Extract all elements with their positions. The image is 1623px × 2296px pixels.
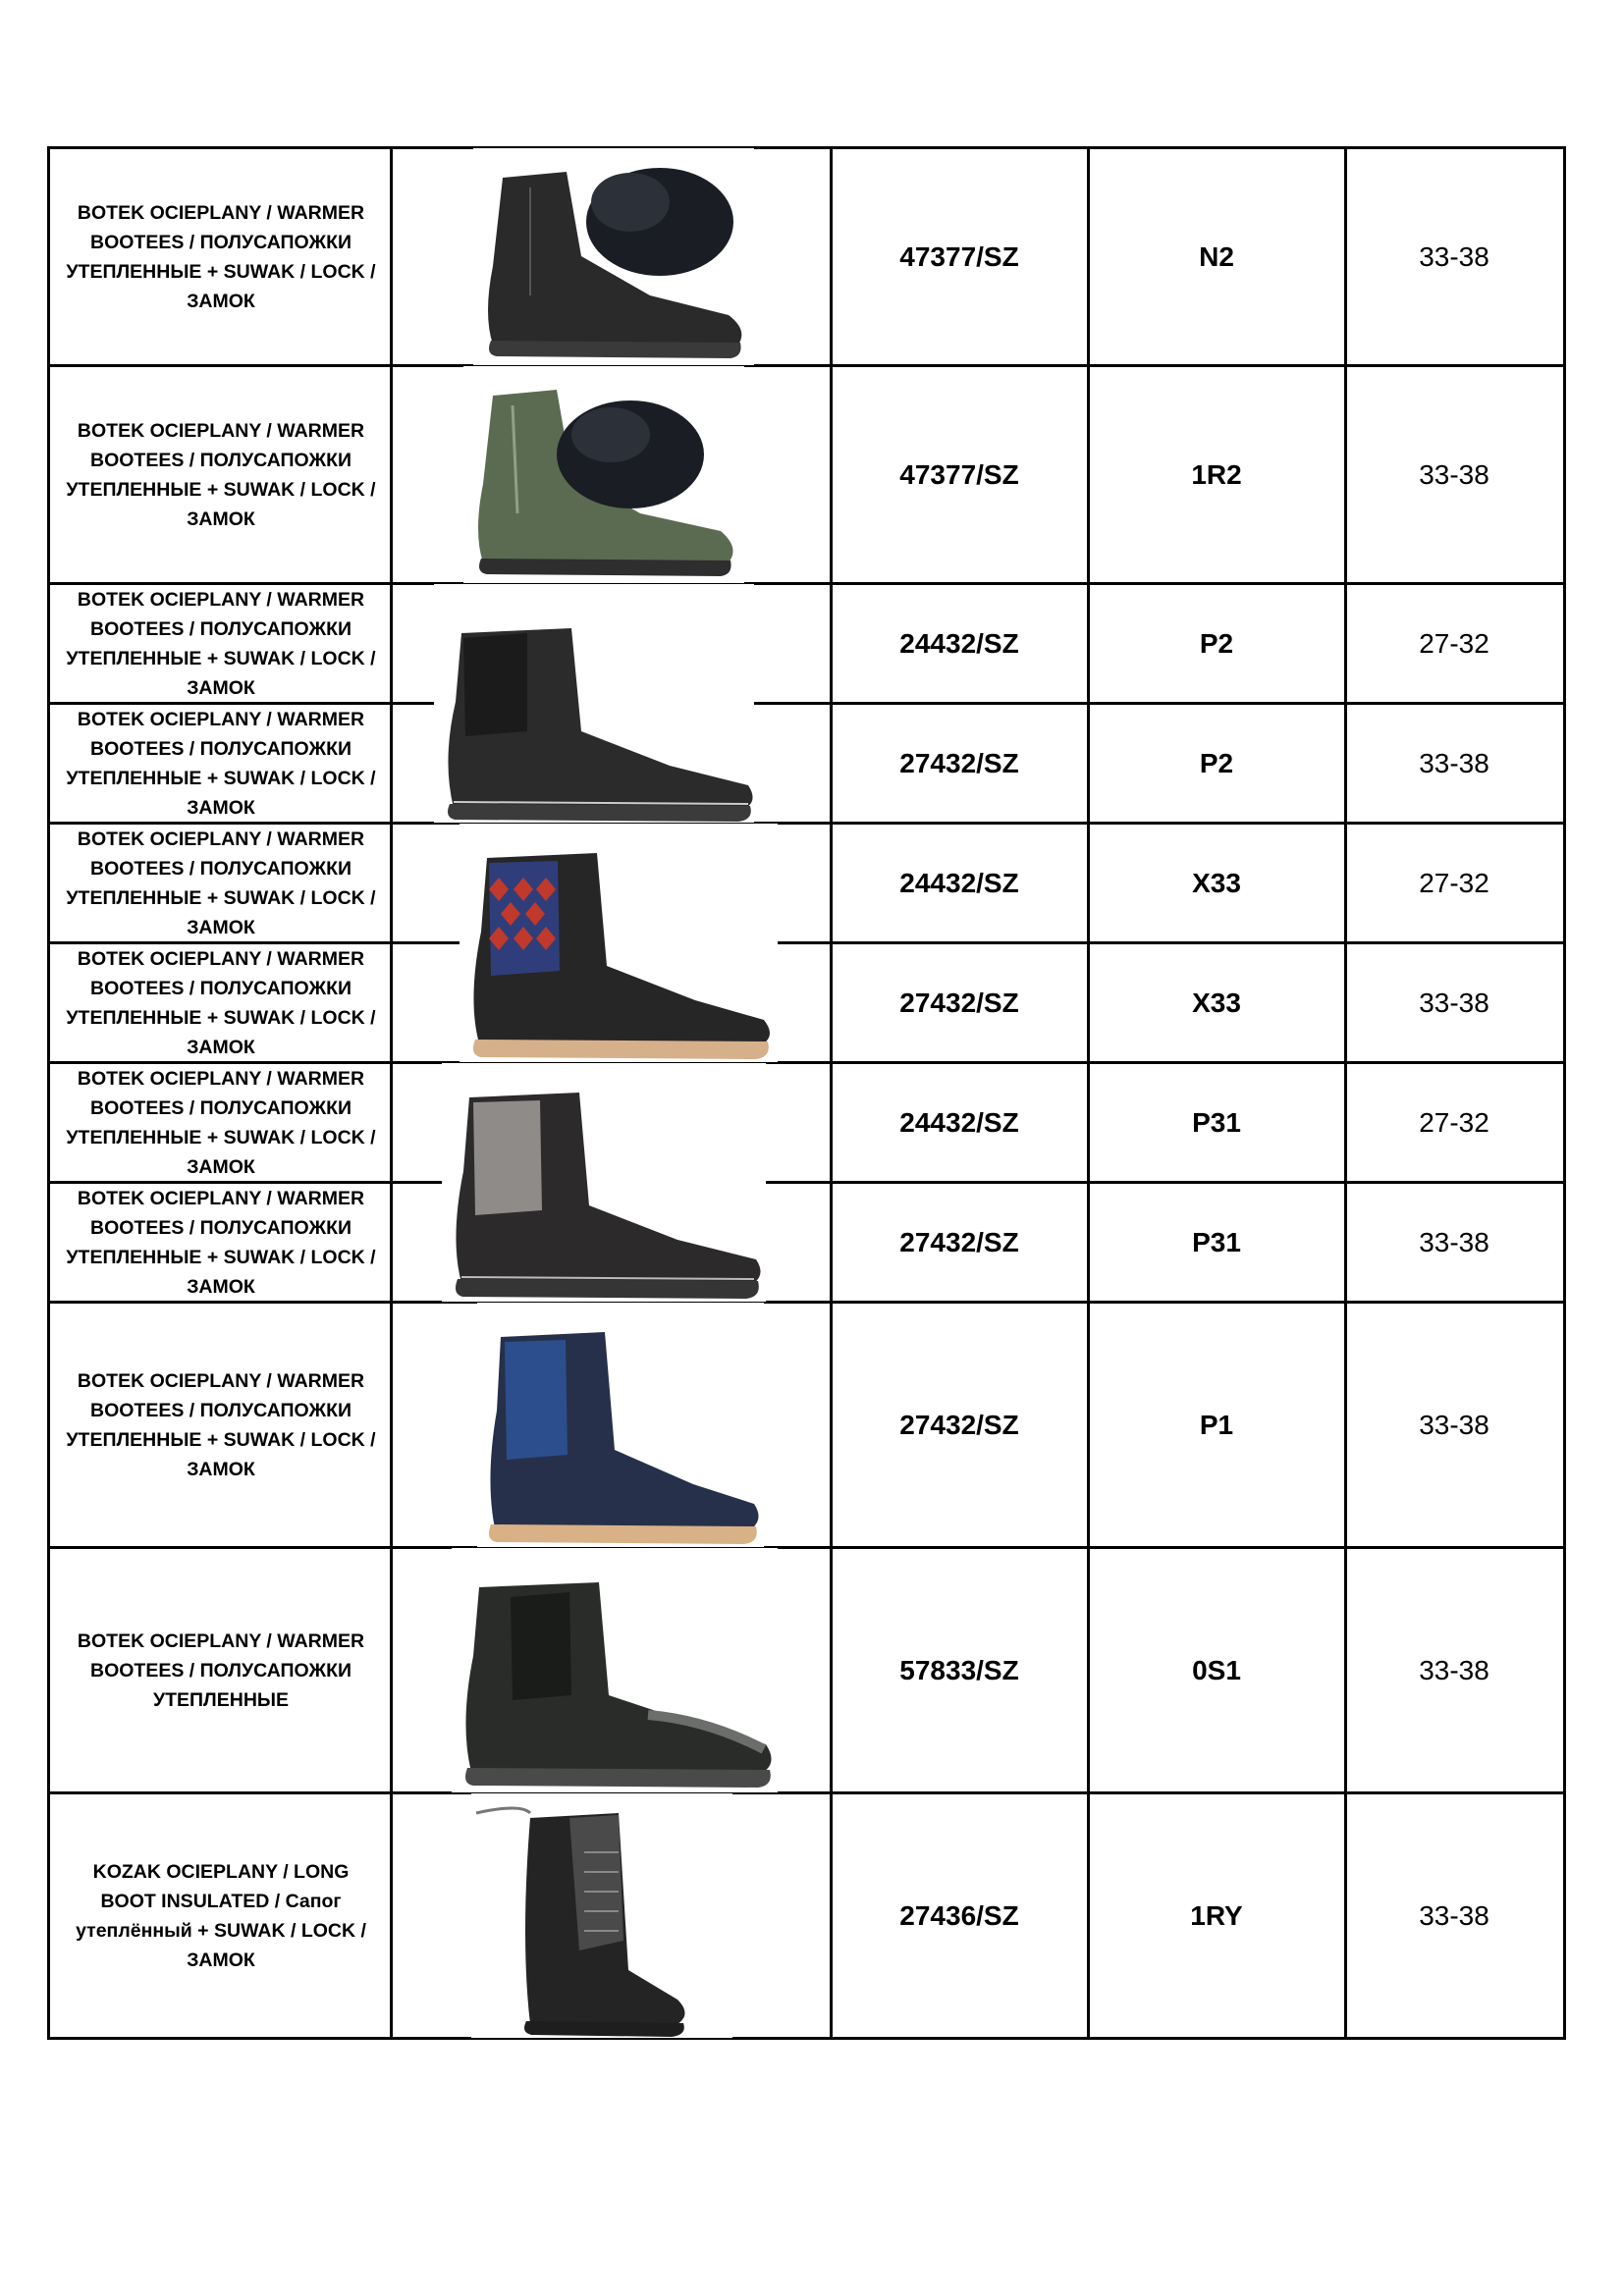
color-code: P2 (1199, 627, 1234, 659)
product-description: BOTEK OCIEPLANY / WARMER BOOTEES / ПОЛУСАПОЖКИ УТЕПЛЕННЫЕ + SUWAK / LOCK / ЗАМОК (66, 1067, 376, 1178)
size-range: 33-38 (1419, 240, 1489, 272)
black-brogue-chelsea-boot-icon (452, 1548, 778, 1792)
product-description: BOTEK OCIEPLANY / WARMER BOOTEES / ПОЛУСАПОЖКИ УТЕПЛЕННЫЕ + SUWAK / LOCK / ЗАМОК (66, 828, 376, 938)
black-chelsea-boot-icon (434, 584, 754, 823)
black-fur-pompom-bootee-icon (473, 148, 754, 365)
product-description: BOTEK OCIEPLANY / WARMER BOOTEES / ПОЛУСАПОЖКИ УТЕПЛЕННЫЕ + SUWAK / LOCK / ЗАМОК (66, 1369, 376, 1480)
product-code: 27436/SZ (899, 1899, 1019, 1931)
product-code: 47377/SZ (899, 458, 1019, 490)
product-description: BOTEK OCIEPLANY / WARMER BOOTEES / ПОЛУСАПОЖКИ УТЕПЛЕННЫЕ + SUWAK / LOCK / ЗАМОК (66, 419, 376, 530)
product-code: 47377/SZ (899, 240, 1019, 272)
color-code: X33 (1192, 867, 1241, 898)
product-description: KOZAK OCIEPLANY / LONG BOOT INSULATED / Сапог утеплённый + SUWAK / LOCK / ЗАМОК (76, 1860, 366, 1971)
product-description: BOTEK OCIEPLANY / WARMER BOOTEES / ПОЛУСАПОЖКИ УТЕПЛЕННЫЕ + SUWAK / LOCK / ЗАМОК (66, 947, 376, 1058)
black-tweed-chelsea-boot-icon (442, 1063, 766, 1302)
product-code: 57833/SZ (899, 1654, 1019, 1685)
size-range: 27-32 (1419, 627, 1489, 659)
product-code: 24432/SZ (899, 1106, 1019, 1138)
product-code: 27432/SZ (899, 1226, 1019, 1257)
size-range: 27-32 (1419, 1106, 1489, 1138)
product-description: BOTEK OCIEPLANY / WARMER BOOTEES / ПОЛУСАПОЖКИ УТЕПЛЕННЫЕ (77, 1629, 365, 1711)
product-description: BOTEK OCIEPLANY / WARMER BOOTEES / ПОЛУСАПОЖКИ УТЕПЛЕННЫЕ + SUWAK / LOCK / ЗАМОК (66, 201, 376, 312)
size-range: 27-32 (1419, 867, 1489, 898)
product-description: BOTEK OCIEPLANY / WARMER BOOTEES / ПОЛУСАПОЖКИ УТЕПЛЕННЫЕ + SUWAK / LOCK / ЗАМОК (66, 588, 376, 699)
navy-chelsea-boot-icon (477, 1303, 764, 1547)
green-metallic-fur-pompom-bootee-icon (463, 366, 744, 583)
color-code: 1R2 (1191, 458, 1242, 490)
size-range: 33-38 (1419, 1899, 1489, 1931)
product-code: 27432/SZ (899, 1409, 1019, 1440)
color-code: P2 (1199, 747, 1234, 778)
color-code: P31 (1192, 1226, 1241, 1257)
row-border (47, 2037, 1566, 2040)
black-argyle-chelsea-boot-icon (460, 824, 778, 1062)
color-code: 0S1 (1192, 1654, 1241, 1685)
black-lace-up-long-boot-icon (471, 1793, 732, 2038)
column-border (1563, 146, 1566, 2040)
product-code: 24432/SZ (899, 627, 1019, 659)
size-range: 33-38 (1419, 1654, 1489, 1685)
product-code: 24432/SZ (899, 867, 1019, 898)
size-range: 33-38 (1419, 458, 1489, 490)
size-range: 33-38 (1419, 747, 1489, 778)
column-border (47, 146, 50, 2040)
size-range: 33-38 (1419, 987, 1489, 1018)
product-description: BOTEK OCIEPLANY / WARMER BOOTEES / ПОЛУСАПОЖКИ УТЕПЛЕННЫЕ + SUWAK / LOCK / ЗАМОК (66, 708, 376, 819)
color-code: P31 (1192, 1106, 1241, 1138)
product-code: 27432/SZ (899, 747, 1019, 778)
size-range: 33-38 (1419, 1409, 1489, 1440)
color-code: N2 (1199, 240, 1234, 272)
size-range: 33-38 (1419, 1226, 1489, 1257)
color-code: X33 (1192, 987, 1241, 1018)
color-code: P1 (1199, 1409, 1234, 1440)
product-description: BOTEK OCIEPLANY / WARMER BOOTEES / ПОЛУСАПОЖКИ УТЕПЛЕННЫЕ + SUWAK / LOCK / ЗАМОК (66, 1187, 376, 1298)
product-code: 27432/SZ (899, 987, 1019, 1018)
color-code: 1RY (1190, 1899, 1243, 1931)
